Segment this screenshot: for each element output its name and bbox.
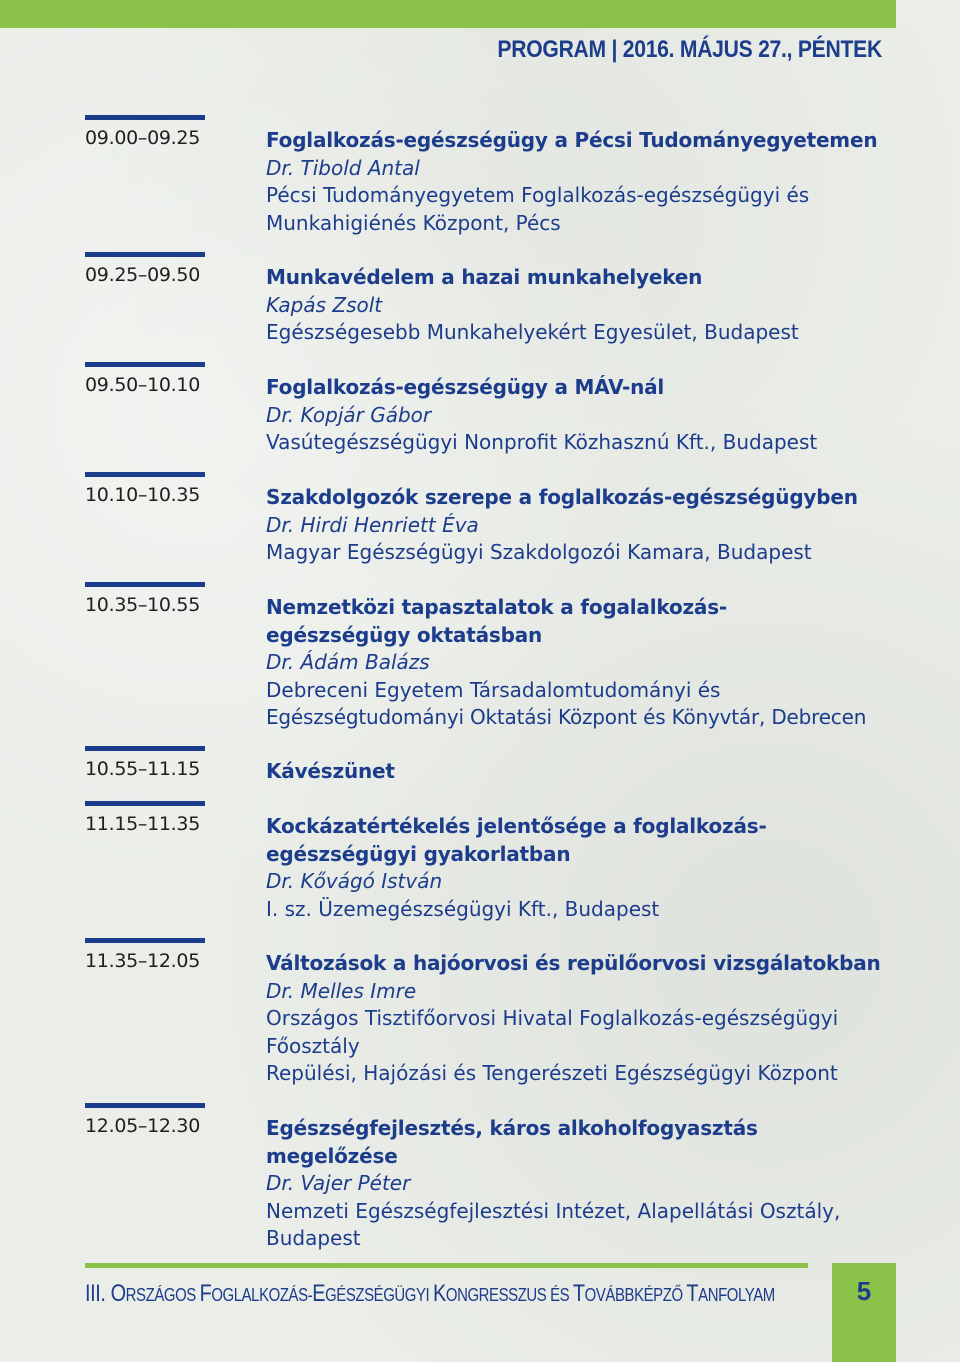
session-title: Foglalkozás-egészségügy a Pécsi Tudományegyetemen <box>266 128 878 152</box>
footer-title-part: O <box>110 1280 126 1307</box>
session-affiliation: Vasútegészségügyi Nonprofit Közhasznú Kft., Budapest <box>266 430 818 454</box>
session-speaker: Dr. Melles Imre <box>266 978 417 1003</box>
footer-title-part: T <box>686 1280 699 1307</box>
session-affiliation: Pécsi Tudományegyetem Foglalkozás-egészségügyi és <box>266 183 810 207</box>
footer-title-part: ONGRESSZUS ÉS <box>445 1285 573 1305</box>
session-title: Nemzetközi tapasztalatok a fogalalkozás-egészségügy oktatásban <box>266 595 728 647</box>
session-time: 12.05–12.30 <box>85 1115 200 1137</box>
top-right-gap <box>896 0 960 28</box>
footer-divider <box>85 1263 808 1268</box>
session-title: Kockázatértékelés jelentősége a foglalkozás-egészségügyi gyakorlatban <box>266 814 767 866</box>
footer-title-part: GÉSZSÉGÜGYI <box>325 1285 434 1305</box>
session-title: Szakdolgozók szerepe a foglalkozás-egészségügyben <box>266 485 858 509</box>
session-time: 09.00–09.25 <box>85 127 200 149</box>
footer-title-part: E <box>312 1280 326 1307</box>
page-number: 5 <box>856 1276 872 1306</box>
footer-title-part: K <box>433 1280 446 1307</box>
session-speaker: Dr. Kopjár Gábor <box>266 402 432 427</box>
footer-title-part: OGLALKOZÁS- <box>211 1285 313 1305</box>
session-affiliation: Magyar Egészségügyi Szakdolgozói Kamara, Budapest <box>266 540 812 564</box>
session-title: Egészségfejlesztés, káros alkoholfogyasztás megelőzése <box>266 1116 758 1168</box>
session-affiliation: Egészségesebb Munkahelyekért Egyesület, Budapest <box>266 320 799 344</box>
session-affiliation: I. sz. Üzemegészségügyi Kft., Budapest <box>266 896 660 921</box>
session-divider <box>85 1103 205 1108</box>
session-divider <box>85 115 205 120</box>
session-time: 11.15–11.35 <box>85 813 200 835</box>
session-time: 10.10–10.35 <box>85 484 200 506</box>
session-affiliation: Egészségtudományi Oktatási Központ és Könyvtár, Debrecen <box>266 705 867 729</box>
footer-title-part: F <box>199 1280 212 1307</box>
footer-title-part: RSZÁGOS <box>125 1285 200 1305</box>
session-affiliation: Országos Tisztifőorvosi Hivatal Foglalkozás-egészségügyi Főosztály <box>266 1006 839 1058</box>
session-affiliation: Nemzeti Egészségfejlesztési Intézet, Alapellátási Osztály, Budapest <box>266 1198 841 1250</box>
session-affiliation: Repülési, Hajózási és Tengerészeti Egészségügyi Központ <box>266 1061 838 1085</box>
footer-title-part: III. <box>85 1280 111 1307</box>
session-title: Munkavédelem a hazai munkahelyeken <box>266 265 703 289</box>
session-divider <box>85 582 205 587</box>
session-speaker: Dr. Hirdi Henriett Éva <box>266 512 479 537</box>
session-divider <box>85 362 205 367</box>
session-speaker: Dr. Kővágó István <box>266 869 443 893</box>
session-speaker: Dr. Vajer Péter <box>266 1171 411 1195</box>
session-divider <box>85 938 205 943</box>
session-title: Foglalkozás-egészségügy a MÁV-nál <box>266 375 665 399</box>
page-header-title: PROGRAM | 2016. MÁJUS 27., PÉNTEK <box>497 36 882 63</box>
session-divider <box>85 472 205 477</box>
footer-title-part: OVÁBBKÉPZŐ <box>584 1285 687 1305</box>
footer-title <box>85 1280 775 1308</box>
session-time: 11.35–12.05 <box>85 950 200 972</box>
session-affiliation: Debreceni Egyetem Társadalomtudományi és <box>266 677 721 702</box>
session-divider <box>85 252 205 257</box>
session-time: 10.35–10.55 <box>85 594 200 616</box>
session-divider <box>85 746 205 751</box>
session-title: Kávészünet <box>266 759 395 783</box>
session-time: 09.25–09.50 <box>85 264 200 286</box>
footer-title-part: ANFOLYAM <box>698 1285 775 1305</box>
session-title: Változások a hajóorvosi és repülőorvosi vizsgálatokban <box>266 951 881 975</box>
session-speaker: Kapás Zsolt <box>266 292 383 317</box>
session-time: 09.50–10.10 <box>85 374 200 396</box>
session-divider <box>85 801 205 806</box>
session-time: 10.55–11.15 <box>85 758 200 780</box>
session-speaker: Dr. Tibold Antal <box>266 155 420 180</box>
top-green-bar <box>0 0 896 28</box>
session-affiliation: Munkahigiénés Központ, Pécs <box>266 210 561 235</box>
session-speaker: Dr. Ádám Balázs <box>266 650 430 674</box>
footer-title-part: T <box>572 1280 585 1307</box>
